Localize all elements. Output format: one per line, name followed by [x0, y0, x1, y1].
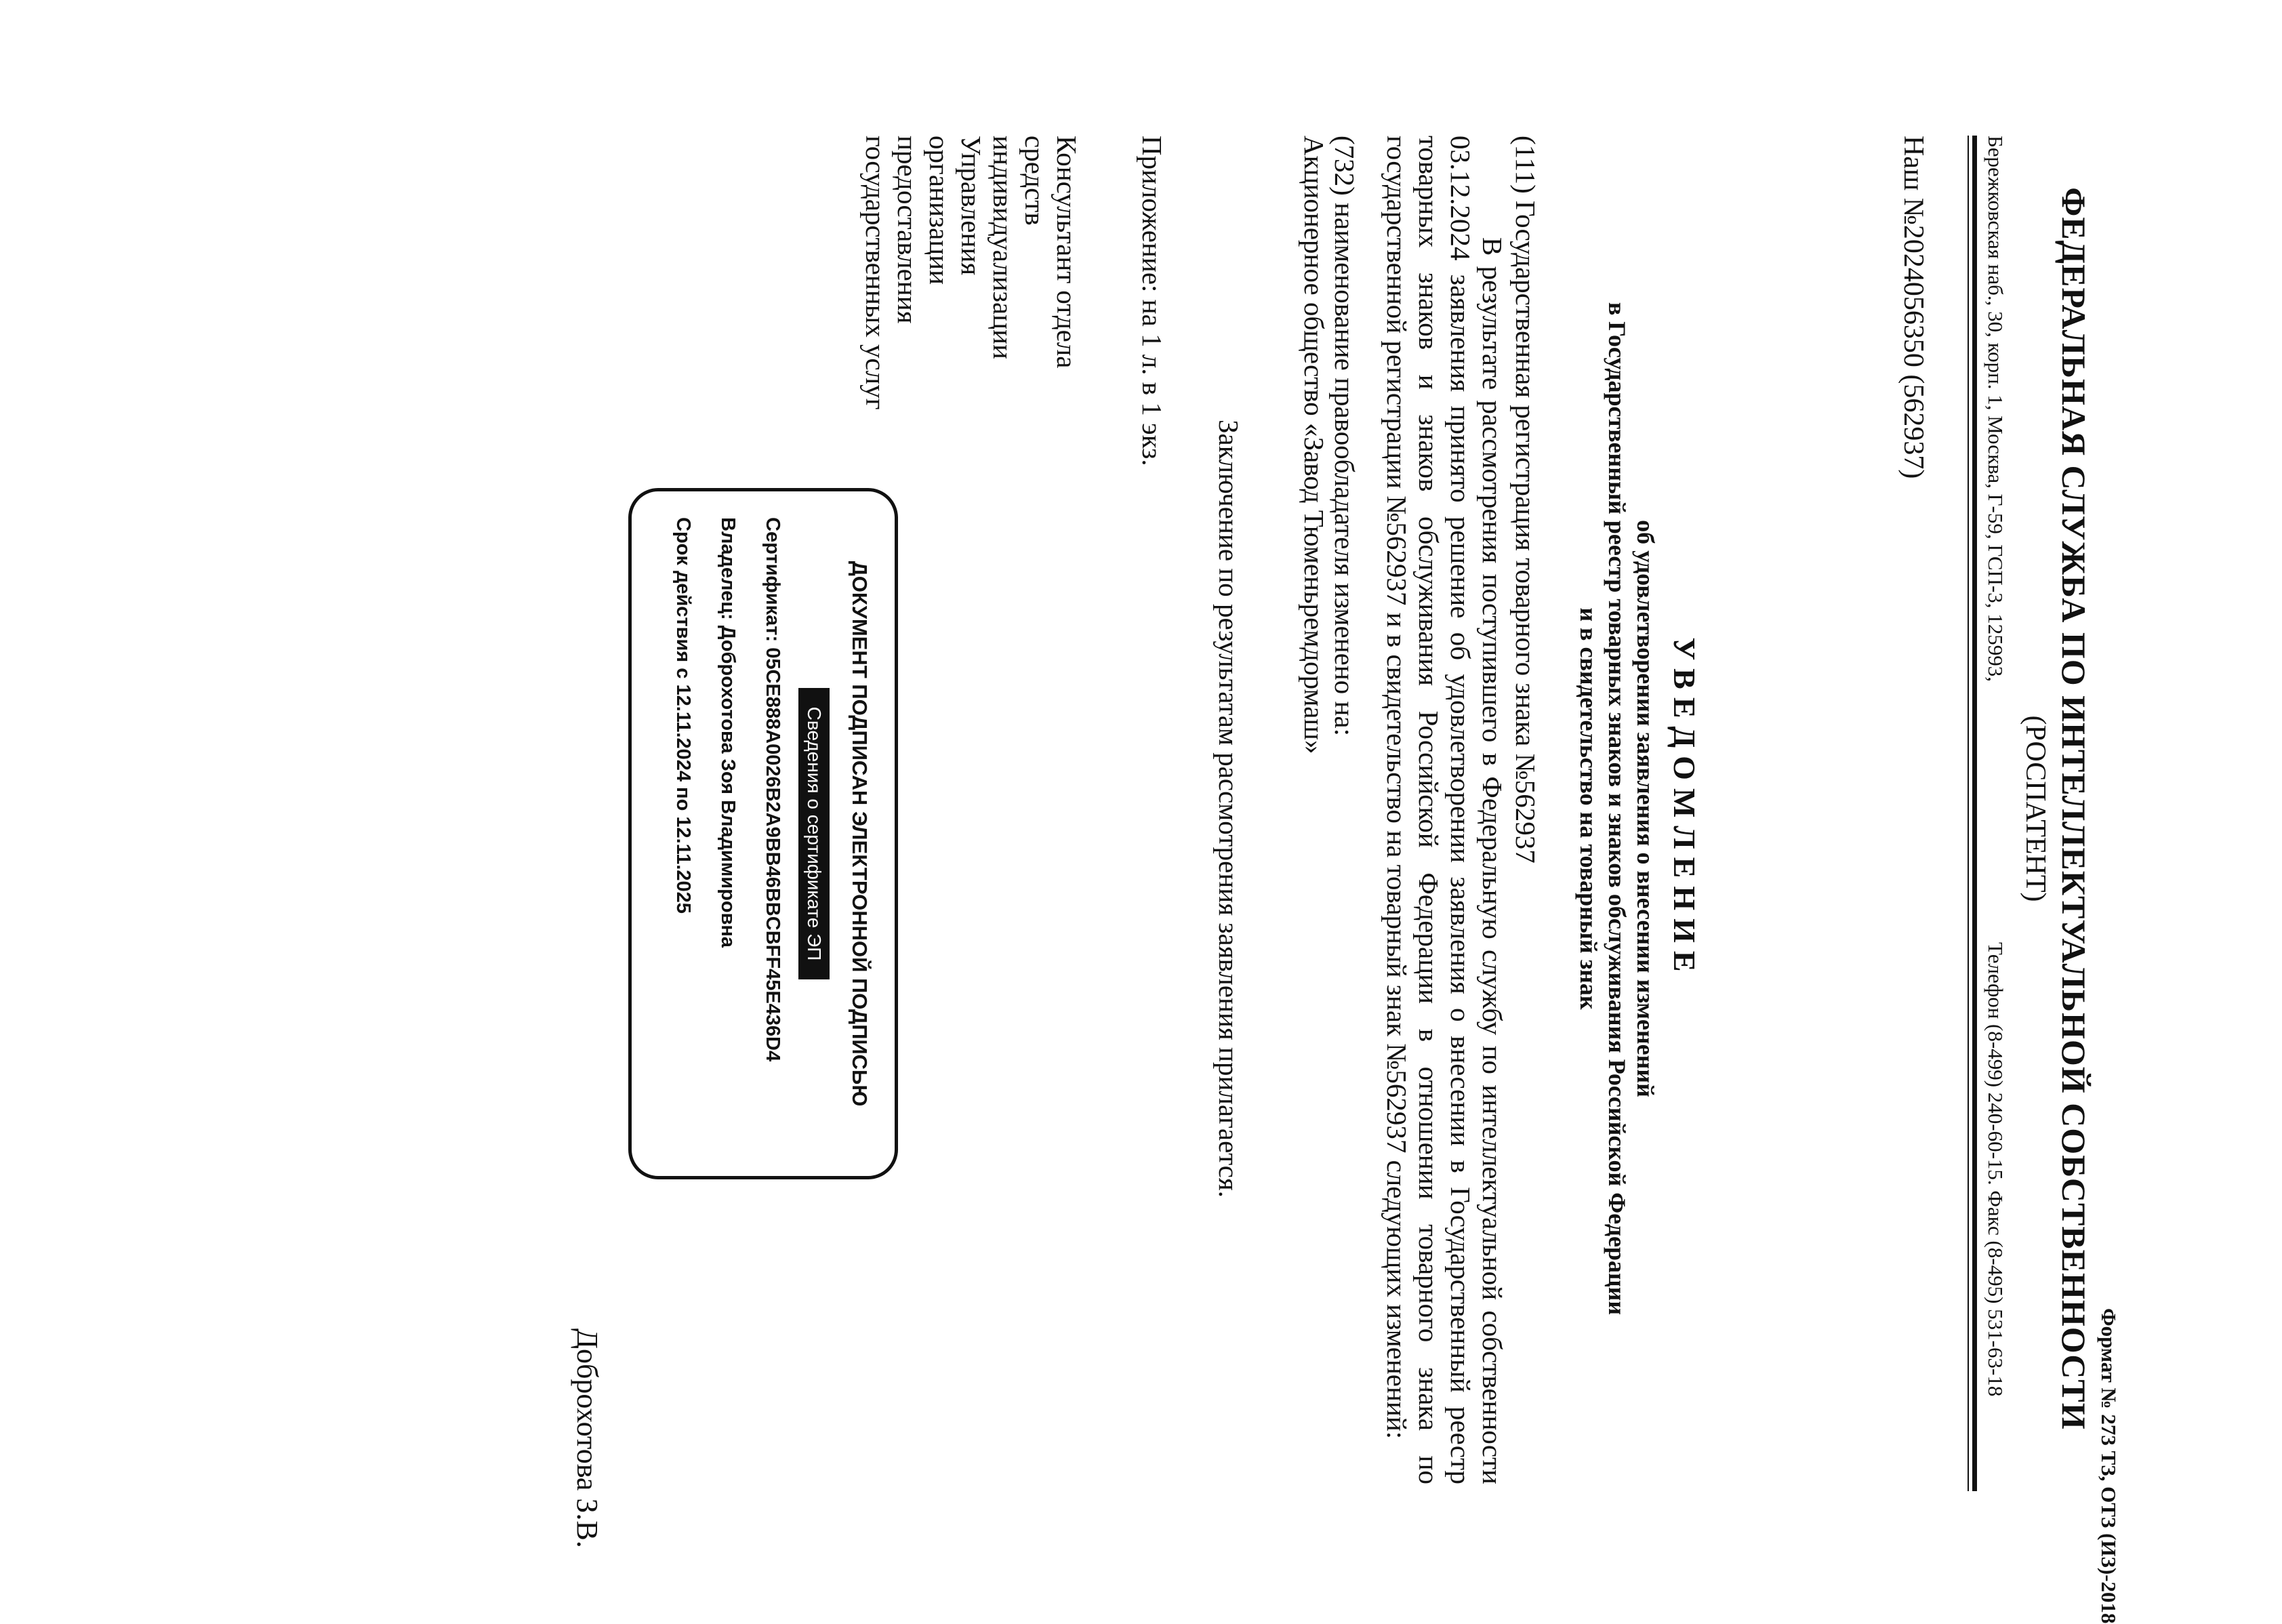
signer-position-line: организации [924, 136, 955, 285]
attachment-note: Приложение: на 1 л. в 1 экз. [1137, 136, 1168, 466]
stamp-validity: Срок действия с 12.11.2024 по 12.11.2025 [672, 517, 694, 914]
reference-number: Наш №2024056350 (562937) [1898, 136, 1929, 479]
organization-address: Бережковская наб., 30, корп. 1, Москва, Г-59, ГСП-3, 125993, [1984, 136, 2008, 683]
organization-name: ФЕДЕРАЛЬНАЯ СЛУЖБА ПО ИНТЕЛЛЕКТУАЛЬНОЙ СОБСТВЕННОСТИ [2055, 187, 2093, 1430]
signer-name: Доброхотова З.В. [571, 1328, 604, 1548]
format-code: Формат № 273 ТЗ, ОТЗ (ИЗ)-2018 [2097, 1308, 2121, 1624]
registration-line: (111) Государственная регистрация товарного знака №562937 [1510, 136, 1541, 864]
signer-position-line: средств [1019, 136, 1051, 226]
signer-position-line: Консультант отдела [1051, 136, 1082, 369]
signer-position-line: Управления [956, 136, 987, 276]
notice-subtitle-line-3: и в свидетельство на товарный знак [1575, 607, 1602, 1010]
stamp-certificate-band: Сведения о сертификате ЭП [798, 688, 830, 979]
stamp-heading: ДОКУМЕНТ ПОДПИСАН ЭЛЕКТРОННОЙ ПОДПИСЬЮ [848, 561, 872, 1107]
holder-change-label: (732) наименование правообладателя изменено на: [1329, 136, 1360, 737]
notice-title: УВЕДОМЛЕНИЕ [1667, 637, 1702, 980]
stamp-certificate: Сертификат: 05CE888A0026B2A9BB46BBCBFF45E436D4 [762, 517, 783, 1062]
signer-position-line: государственных услуг [860, 136, 891, 410]
organization-contacts: Телефон (8-499) 240-60-15. Факс (8-495) 531-63-18 [1984, 942, 2008, 1397]
signer-position [859, 136, 1082, 410]
conclusion-note: Заключение по результатам рассмотрения заявления прилагается. [1213, 419, 1244, 1198]
notice-subtitle-line-1: об удовлетворении заявления о внесении изменений [1632, 520, 1659, 1097]
header-divider-thin [1968, 136, 1969, 1491]
stamp-owner: Владелец: Доброхотова Зоя Владимировна [717, 517, 739, 948]
body-paragraph [1381, 136, 1508, 1484]
holder-new-name: Акционерное общество «Завод Тюменьремдормаш» [1299, 136, 1330, 754]
signer-position-line: предоставления [892, 136, 923, 324]
body-paragraph-text: В результате рассмотрения поступившего в Федеральную службу по интеллектуальной собственности 03.12.2024 заявления принято решение об удовлетворении заявления о внесении в Государственный реестр товарных знаков и знаков обслуживания Российской Федерации в отношении товарного знака по государственной регистрации №562937 и в свидетельство на товарный знак №562937 следующих изменений: [1381, 136, 1508, 1484]
organization-short-name: (РОСПАТЕНТ) [2020, 715, 2051, 902]
notice-subtitle-line-2: в Государственный реестр товарных знаков и знаков обслуживания Российской Федерации [1604, 302, 1631, 1316]
electronic-signature-stamp [628, 488, 898, 1179]
header-divider-thick [1972, 136, 1977, 1491]
signer-position-line: индивидуализации [987, 136, 1019, 359]
